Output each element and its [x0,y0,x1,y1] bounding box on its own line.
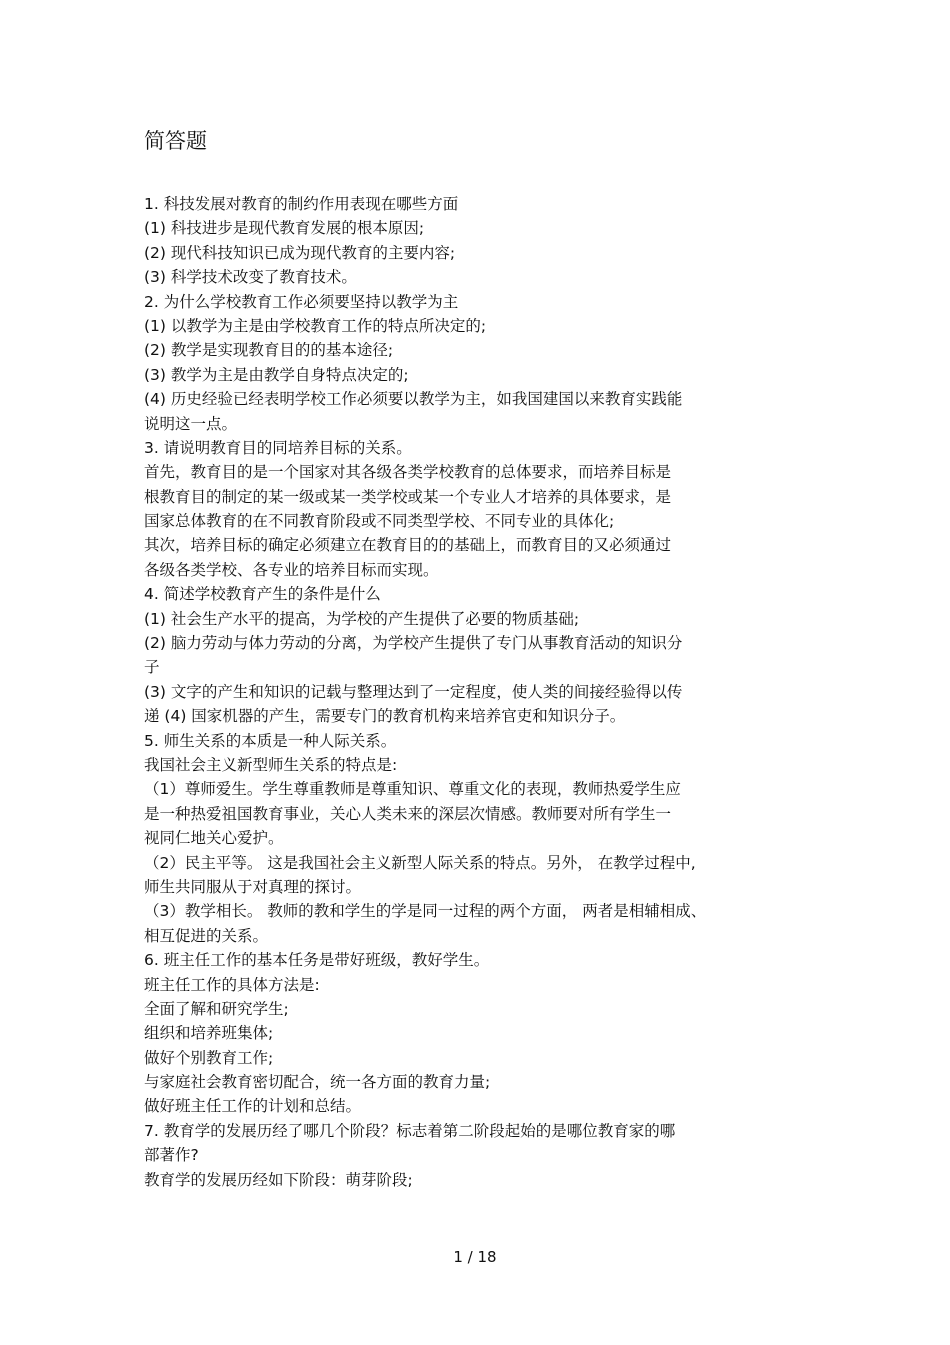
text-line: 4. 简述学校教育产生的条件是什么 [144,585,381,604]
text-line: 3. 请说明教育目的同培养目标的关系。 [144,438,412,457]
text-line: 做好班主任工作的计划和总结。 [144,1097,362,1116]
text-line: 说明这一点。 [144,414,238,433]
text-line: 其次，培养目标的确定必须建立在教育目的的基础上，而教育目的又必须通过 [144,536,672,555]
text-line: 组织和培养班集体; [144,1024,274,1043]
page-number: 1 / 18 [453,1248,497,1266]
text-line: 是一种热爱祖国教育事业，关心人类未来的深层次情感。教师要对所有学生一 [144,804,672,823]
text-line: 根教育目的制定的某一级或某一类学校或某一个专业人才培养的具体要求，是 [144,487,672,506]
text-line: 5. 师生关系的本质是一种人际关系。 [144,731,397,750]
text-line: 全面了解和研究学生; [144,999,289,1018]
text-line: 国家总体教育的在不同教育阶段或不同类型学校、不同专业的具体化; [144,512,615,531]
text-line: 2. 为什么学校教育工作必须要坚持以教学为主 [144,292,459,311]
text-line: （3）教学相长。 教师的教和学生的学是同一过程的两个方面， 两者是相辅相成、 [144,902,707,921]
text-line: (2) 现代科技知识已成为现代教育的主要内容; [144,243,456,262]
text-line: 首先，教育目的是一个国家对其各级各类学校教育的总体要求，而培养目标是 [144,463,672,482]
text-line: 师生共同服从于对真理的探讨。 [144,877,362,896]
text-line: (2) 教学是实现教育目的的基本途径; [144,341,394,360]
text-line: 相互促进的关系。 [144,926,269,945]
text-line: (1) 科技进步是现代教育发展的根本原因; [144,219,425,238]
text-line: (1) 以教学为主是由学校教育工作的特点所决定的; [144,316,487,335]
text-line: (3) 教学为主是由教学自身特点决定的; [144,365,409,384]
text-line: 子 [144,658,160,677]
text-line: 班主任工作的具体方法是: [144,975,320,994]
text-line: 教育学的发展历经如下阶段：萌芽阶段; [144,1170,413,1189]
text-line: (4) 历史经验已经表明学校工作必须要以教学为主，如我国建国以来教育实践能 [144,390,683,409]
text-line: (3) 文字的产生和知识的记载与整理达到了一定程度，使人类的间接经验得以传 [144,682,683,701]
text-line: 视同仁地关心爱护。 [144,829,284,848]
text-line: (1) 社会生产水平的提高，为学校的产生提供了必要的物质基础; [144,609,580,628]
text-line: 7. 教育学的发展历经了哪几个阶段？标志着第二阶段起始的是哪位教育家的哪 [144,1121,676,1140]
text-line: （1）尊师爱生。学生尊重教师是尊重知识、尊重文化的表现，教师热爱学生应 [144,780,681,799]
text-line: 做好个别教育工作; [144,1048,274,1067]
page-title: 简答题 [144,129,207,153]
text-line: (3) 科学技术改变了教育技术。 [144,268,357,287]
text-line: （2）民主平等。 这是我国社会主义新型人际关系的特点。另外， 在教学过程中, [144,853,696,872]
text-line: 递 (4) 国家机器的产生，需要专门的教育机构来培养官吏和知识分子。 [144,707,626,726]
document-body [144,192,824,1192]
text-line: 6. 班主任工作的基本任务是带好班级，教好学生。 [144,951,490,970]
text-line: 部著作? [144,1146,199,1165]
text-line: 我国社会主义新型师生关系的特点是: [144,755,398,774]
text-line: (2) 脑力劳动与体力劳动的分离，为学校产生提供了专门从事教育活动的知识分 [144,634,683,653]
text-line: 1. 科技发展对教育的制约作用表现在哪些方面 [144,195,459,213]
text-line: 与家庭社会教育密切配合，统一各方面的教育力量; [144,1073,491,1092]
text-line: 各级各类学校、各专业的培养目标而实现。 [144,560,439,579]
